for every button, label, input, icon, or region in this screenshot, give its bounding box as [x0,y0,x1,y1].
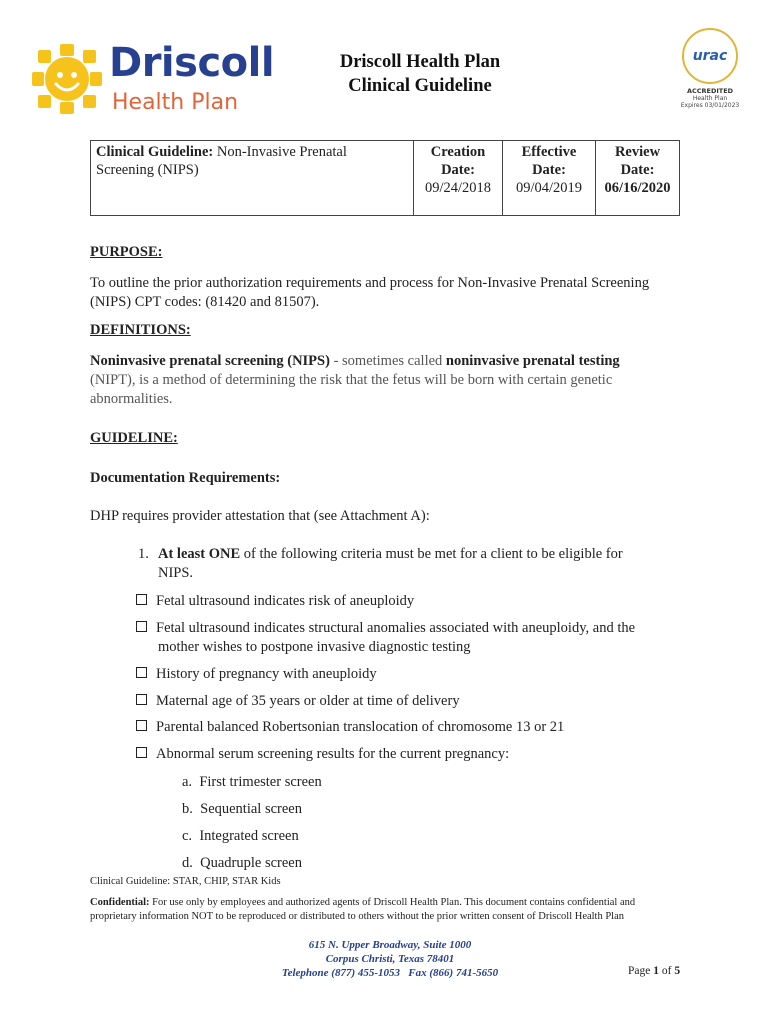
address-line-2: Corpus Christi, Texas 78401 [325,953,455,965]
effective-date: 09/04/2019 [515,180,583,196]
review-date-cell [596,141,680,216]
criteria-item-line-2: NIPS. [158,565,194,581]
checkbox-icon [136,694,147,705]
checkbox-icon [136,621,147,632]
title-line-2: Clinical Guideline [348,76,492,96]
urac-seal-icon: urac [682,28,738,84]
checkbox-icon [136,720,147,731]
effective-label: Effective Date: [521,144,577,178]
logo-wordmark: Driscoll [109,40,275,86]
title-line-1: Driscoll Health Plan [339,52,501,72]
check-item: Fetal ultrasound indicates structural anomalies associated with aneuploidy, and the mother wishes to postpone invasive diagnostic testing [136,619,635,657]
criteria-item-rest: of the following criteria must be met for a client to be eligible for [240,546,623,562]
definition-dash: - sometimes called [329,353,446,369]
check-item: History of pregnancy with aneuploidy [136,665,377,684]
confidential-notice: Confidential: For use only by employees and authorized agents of Driscoll Health Plan. This document contains confidential and proprietary information NOT to be reproduced or distributed to others without the prior written consent of Driscoll Health Plan [90,897,636,922]
definition-term: Noninvasive prenatal screening (NIPS) [90,353,330,369]
purpose-heading: PURPOSE: [90,244,163,260]
checkbox-icon [136,667,147,678]
urac-accreditation-seal [675,28,745,109]
checkbox-icon [136,594,147,605]
sub-item: d. Quadruple screen [182,855,302,871]
criteria-item-number: 1. [138,546,149,562]
guideline-name-cell [91,141,414,216]
urac-expires: Expires 03/01/2023 [680,102,740,109]
review-date: 06/16/2020 [604,180,671,196]
sub-item: a. First trimester screen [182,774,322,790]
purpose-text: To outline the prior authorization requirements and process for Non-Invasive Prenatal Screening (NIPS) CPT codes: (81420 and 81507). [90,275,650,310]
documentation-requirements-heading: Documentation Requirements: [90,470,281,486]
guideline-label: Clinical Guideline: [96,144,214,160]
sun-face-icon [32,44,102,114]
check-item: Abnormal serum screening results for the current pregnancy: [136,745,509,764]
criteria-item-text [158,545,678,583]
sub-item: c. Integrated screen [182,828,299,844]
creation-date: 09/24/2018 [424,180,492,196]
creation-label: Creation Date: [430,144,486,178]
sub-item: b. Sequential screen [182,801,302,817]
nips-definition [90,352,650,409]
definition-term-2: noninvasive prenatal testing [445,353,620,369]
confidential-label: Confidential: [90,897,150,908]
guideline-value: Non-Invasive Prenatal Screening (NIPS) [96,144,347,178]
programs-footer: Clinical Guideline: STAR, CHIP, STAR Kids [90,876,281,887]
review-label: Review Date: [614,144,661,178]
criteria-item-bold: At least ONE [158,546,241,562]
phone-fax: Telephone (877) 455-1053 Fax (866) 741-5650 [281,967,499,979]
attestation-text: DHP requires provider attestation that (see Attachment A): [90,508,430,524]
logo-subtitle: Health Plan [112,90,239,115]
definition-rest: (NIPT), is a method of determining the risk that the fetus will be born with certain genetic abnormalities. [90,372,613,407]
page-number: Page 1 of 5 [628,965,681,977]
check-item: Maternal age of 35 years or older at time of delivery [136,692,460,711]
guideline-info-table [90,140,680,216]
address-line-1: 615 N. Upper Broadway, Suite 1000 [308,939,472,951]
address-block [270,938,510,980]
definitions-heading: DEFINITIONS: [90,322,191,338]
driscoll-logo [32,40,282,118]
creation-date-cell [414,141,503,216]
effective-date-cell [503,141,596,216]
document-title [300,50,540,98]
check-item: Parental balanced Robertsonian translocation of chromosome 13 or 21 [136,718,564,737]
urac-type: Health Plan [692,95,728,102]
checkbox-icon [136,747,147,758]
guideline-heading: GUIDELINE: [90,430,178,446]
urac-accredited: ACCREDITED [686,87,734,95]
check-item: Fetal ultrasound indicates risk of aneuploidy [136,592,414,611]
